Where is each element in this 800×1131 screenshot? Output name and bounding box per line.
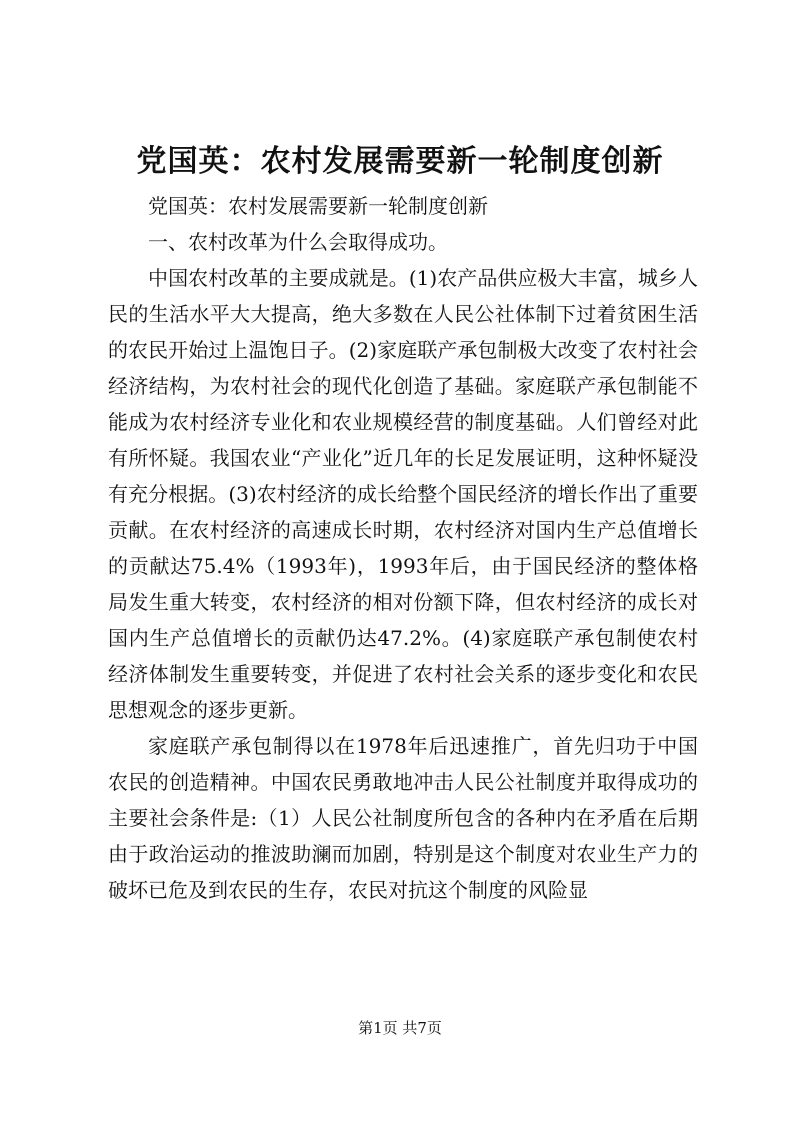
document-body — [108, 188, 698, 908]
paragraph-subtitle: 党国英：农村发展需要新一轮制度创新 — [148, 194, 488, 218]
document-title: 党国英：农村发展需要新一轮制度创新 — [136, 144, 664, 179]
paragraph-section-heading: 一、农村改革为什么会取得成功。 — [148, 230, 448, 254]
paragraph-achievements: 中国农村改革的主要成就是。(1)农产品供应极大丰富，城乡人民的生活水平大大提高，绝大多数在人民公社体制下过着贫困生活的农民开始过上温饱日子。(2)家庭联产承包制极大改变了农村社会经济结构，为农村社会的现代化创造了基础。家庭联产承包制能不能成为农村经济专业化和农业规模经营的制度基础。人们曾经对此有所怀疑。我国农业“产业化”近几年的长足发展证明，这种怀疑没有充分根据。(3)农村经济的成长给整个国民经济的增长作出了重要贡献。在农村经济的高速成长时期，农村经济对国内生产总值增长的贡献达75.4%（1993年)，1993年后，由于国民经济的整体格局发生重大转变，农村经济的相对份额下降，但农村经济的成长对国内生产总值增长的贡献仍达47.2%。(4)家庭联产承包制使农村经济体制发生重要转变，并促进了农村社会关系的逐步变化和农民思想观念的逐步更新。 — [108, 266, 698, 722]
page-footer: 第1页 共7页 — [358, 1019, 442, 1037]
paragraph-household-contract: 家庭联产承包制得以在1978年后迅速推广，首先归功于中国农民的创造精神。中国农民勇敢地冲击人民公社制度并取得成功的主要社会条件是:（1）人民公社制度所包含的各种内在矛盾在后期由于政治运动的推波助澜而加剧，特别是这个制度对农业生产力的破坏已危及到农民的生存，农民对抗这个制度的风险显 — [108, 734, 698, 902]
